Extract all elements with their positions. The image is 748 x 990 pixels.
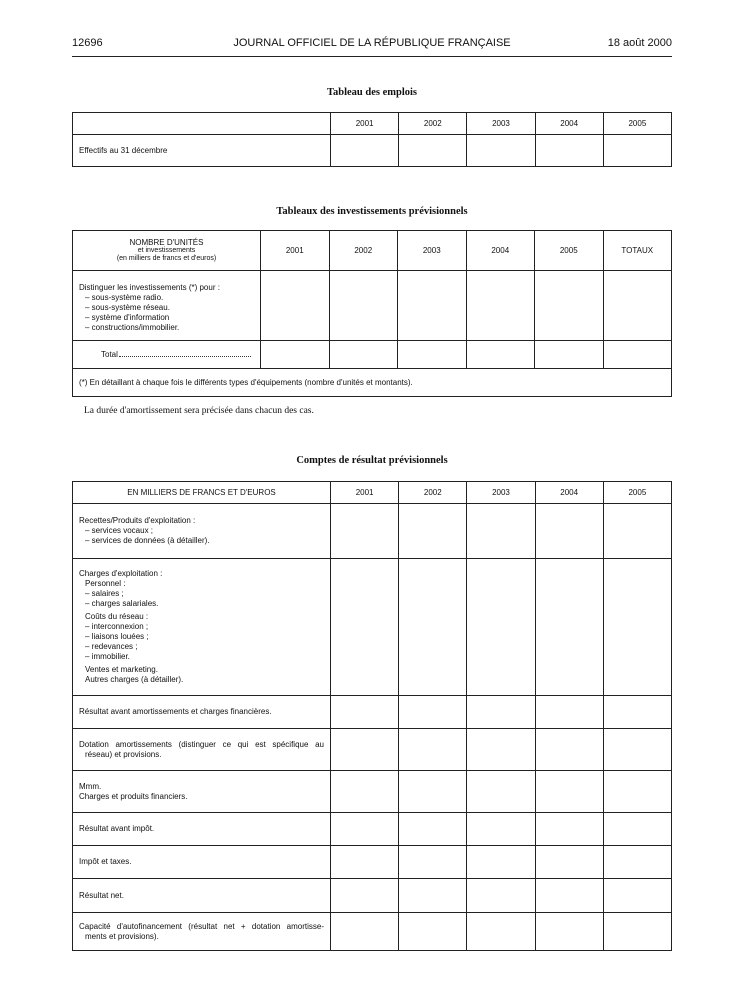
recettes-item: – services vocaux ; — [85, 526, 154, 535]
dotation-row — [73, 729, 672, 771]
invest-item: – sous-système radio. — [85, 293, 164, 302]
personnel-label: Personnel : — [85, 579, 126, 588]
investissements-table — [72, 230, 672, 397]
reseau-item: – liaisons louées ; — [85, 632, 149, 641]
year-cell: 2005 — [535, 231, 604, 271]
emplois-table — [72, 112, 672, 167]
resultat-avant-amort-label: Résultat avant amortissements et charges financières. — [73, 696, 331, 729]
invest-header-line1: NOMBRE D'UNITÉS — [129, 237, 204, 247]
year-cell: 2003 — [467, 113, 535, 135]
financier-row — [73, 771, 672, 813]
recettes-row — [73, 504, 672, 559]
journal-title: JOURNAL OFFICIEL DE LA RÉPUBLIQUE FRANÇAISE — [233, 37, 511, 49]
personnel-item: – salaires ; — [85, 589, 124, 598]
reseau-label: Coûts du réseau : — [85, 612, 149, 621]
dotation-cell — [73, 729, 331, 771]
dotted-leader — [119, 356, 251, 357]
capacite-line2: ments et provisions). — [85, 931, 159, 941]
charges-row — [73, 559, 672, 696]
invest-total-cell — [73, 341, 261, 369]
recettes-title: Recettes/Produits d'exploitation : — [79, 516, 196, 525]
emplois-corner-cell — [73, 113, 331, 135]
header-rule — [72, 56, 672, 57]
totaux-header: TOTAUX — [603, 231, 672, 271]
ventes-label: Ventes et marketing. — [85, 665, 158, 674]
effectifs-row — [73, 135, 672, 167]
personnel-item: – charges salariales. — [85, 599, 159, 608]
resultat-avant-impot-label: Résultat avant impôt. — [73, 813, 331, 846]
invest-footnote-row — [73, 369, 672, 397]
financier-cell — [73, 771, 331, 813]
resultat-table — [72, 481, 672, 951]
resultat-header-cell: EN MILLIERS DE FRANCS ET D'EUROS — [73, 482, 331, 504]
charges-title: Charges d'exploitation : — [79, 569, 163, 578]
autres-label: Autres charges (à détailler). — [85, 675, 184, 684]
year-cell: 2002 — [399, 113, 467, 135]
emplois-title: Tableau des emplois — [326, 87, 418, 98]
recettes-cell — [73, 504, 331, 559]
reseau-item: – immobilier. — [85, 652, 130, 661]
reseau-item: – interconnexion ; — [85, 622, 149, 631]
dotation-line1: Dotation amortissements (distinguer ce qui est spécifique au — [79, 739, 324, 749]
investissements-title: Tableaux des investissements prévisionnels — [276, 206, 468, 217]
publication-date: 18 août 2000 — [607, 37, 672, 49]
resultat-avant-impot-row — [73, 813, 672, 846]
invest-header-cell — [73, 231, 261, 271]
reseau-item: – redevances ; — [85, 642, 138, 651]
invest-header-line2: et investissements — [137, 246, 196, 254]
impot-row — [73, 846, 672, 879]
invest-items-row — [73, 271, 672, 341]
mmm-label: Mmm. — [79, 781, 102, 791]
recettes-item: – services de données (à détailler). — [85, 536, 210, 545]
year-cell: 2002 — [399, 482, 467, 504]
resultat-header-row — [73, 482, 672, 504]
year-cell: 2003 — [467, 482, 535, 504]
resultat-title: Comptes de résultat prévisionnels — [296, 455, 448, 466]
invest-header-row — [73, 231, 672, 271]
charges-cell — [73, 559, 331, 696]
year-cell: 2001 — [331, 113, 399, 135]
resultat-avant-amort-row — [73, 696, 672, 729]
year-cell: 2004 — [466, 231, 535, 271]
invest-item: – sous-système réseau. — [85, 303, 170, 312]
year-cell: 2005 — [603, 113, 671, 135]
invest-intro: Distinguer les investissements (*) pour : — [79, 283, 220, 292]
effectifs-label: Effectifs au 31 décembre — [73, 135, 331, 167]
invest-items-cell — [73, 271, 261, 341]
invest-item: – système d'information — [85, 313, 170, 322]
invest-item: – constructions/immobilier. — [85, 323, 180, 332]
page-number: 12696 — [72, 37, 103, 49]
year-cell: 2002 — [329, 231, 398, 271]
capacite-line1: Capacité d'autofinancement (résultat net + dotation amortisse- — [79, 921, 324, 931]
invest-total-row — [73, 341, 672, 369]
capacite-cell — [73, 913, 331, 951]
year-cell: 2004 — [535, 482, 603, 504]
impot-label: Impôt et taxes. — [73, 846, 331, 879]
year-cell: 2001 — [261, 231, 330, 271]
capacite-row — [73, 913, 672, 951]
year-cell: 2003 — [398, 231, 467, 271]
invest-total-label: Total — [101, 349, 118, 359]
year-cell: 2001 — [331, 482, 399, 504]
resultat-net-label: Résultat net. — [73, 879, 331, 913]
emplois-header-row — [73, 113, 672, 135]
dotation-line2: réseau) et provisions. — [85, 749, 162, 759]
invest-footnote: (*) En détaillant à chaque fois le différents types d'équipements (nombre d'unités et montants). — [73, 369, 672, 397]
amortissement-note: La durée d'amortissement sera précisée dans chacun des cas. — [84, 406, 314, 416]
year-cell: 2005 — [603, 482, 671, 504]
charges-financiers-label: Charges et produits financiers. — [79, 791, 188, 801]
resultat-net-row — [73, 879, 672, 913]
year-cell: 2004 — [535, 113, 603, 135]
invest-header-line3: (en milliers de francs et d'euros) — [116, 254, 217, 262]
